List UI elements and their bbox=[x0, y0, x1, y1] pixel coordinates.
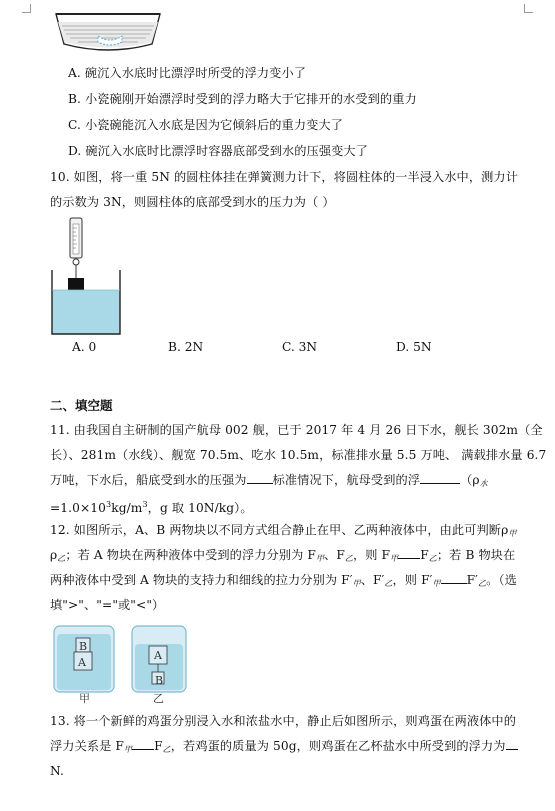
q12-stem-line3: 两种液体中受到 A 物块的支持力和细线的拉力分别为 $F'_甲$、$F'_乙$，则 $F'_甲$ $F'_乙$。（选 bbox=[50, 573, 517, 588]
q10-stem-line1: 10. 如图，将一重 5N 的圆柱体挂在弹簧测力计下，将圆柱体的一半浸入水中，测力计 bbox=[50, 170, 518, 184]
q11-stem-line1: 11. 由我国自主研制的国产航母 002 舰，已于 2017 年 4 月 26 日下水，舰长 302m（全 bbox=[50, 423, 543, 437]
q10-choice-b: B. 2N bbox=[168, 340, 204, 354]
yi-caption: 乙 bbox=[153, 692, 164, 705]
q12-stem-line1: 12. 如图所示，A、B 两物块以不同方式组合静止在甲、乙两种液体中，由此可判断$\rho_甲$ bbox=[50, 523, 517, 538]
jia-caption: 甲 bbox=[79, 692, 90, 705]
spring-scale-figure bbox=[50, 216, 126, 336]
q10-stem-line2: 的示数为 3N，则圆柱体的底部受到水的压力为（ ） bbox=[50, 195, 335, 209]
section-heading: 二、填空题 bbox=[50, 398, 113, 413]
q9-option-b: B. 小瓷碗刚开始漂浮时受到的浮力略大于它排开的水受到的重力 bbox=[68, 92, 417, 106]
q10-choice-c: C. 3N bbox=[282, 340, 318, 354]
q11-blank-1 bbox=[247, 472, 273, 484]
q9-option-a: A. 碗沉入水底时比漂浮时所受的浮力变小了 bbox=[68, 66, 307, 80]
q12-stem-line4: 填">"、"="或"<"） bbox=[50, 598, 165, 612]
q9-option-c: C. 小瓷碗能沉入水底是因为它倾斜后的重力变大了 bbox=[68, 118, 343, 132]
q13-blank-1 bbox=[132, 738, 154, 750]
q13-stem-line2: 浮力关系是 $F_甲$ $F_乙$，若鸡蛋的质量为 50g，则鸡蛋在乙杯盐水中所受到的浮力为 bbox=[50, 737, 518, 759]
q10-choice-d: D. 5N bbox=[396, 340, 432, 354]
q13-stem-line1: 13. 将一个新鲜的鸡蛋分别浸入水和浓盐水中，静止后如图所示，则鸡蛋在两液体中的 bbox=[50, 714, 517, 728]
q13-stem-line3: N. bbox=[50, 764, 64, 778]
q13-blank-2 bbox=[506, 738, 518, 750]
q11-stem-line3: 万吨，下水后，船底受到水的压强为 标准情况下，航母受到的浮 （$\rho_水$ bbox=[50, 473, 488, 488]
q9-option-d: D. 碗沉入水底时比漂浮时容器底部受到水的压强变大了 bbox=[68, 144, 368, 158]
bowl-in-water-figure bbox=[52, 0, 164, 56]
page-corner-mark-left bbox=[22, 4, 31, 13]
page-corner-mark-right bbox=[524, 4, 533, 13]
jia-block-a-label: A bbox=[78, 656, 86, 669]
q11-stem-line2: 长）、281m（水线）、舰宽 70.5m、吃水 10.5m，标准排水量 5.5 万吨、 满载排水量 6.7 bbox=[50, 448, 547, 462]
q11-stem-line4: $=1.0\times 10^3kg/m^3$，g 取 10N/kg）。 bbox=[50, 500, 253, 515]
q11-blank-2 bbox=[420, 472, 460, 484]
q12-stem-line2: $\rho_乙$；若 A 物块在两种液体中受到的浮力分别为 $F_甲$、$F_乙$，则 $F_甲$ $F_乙$；若 B 物块在 bbox=[50, 548, 516, 563]
yi-block-b-label: B bbox=[155, 674, 164, 687]
jia-block-b-label: B bbox=[79, 640, 88, 653]
q12-blank-1 bbox=[398, 547, 420, 559]
yi-block-a-label: A bbox=[154, 649, 162, 662]
q10-choice-a: A. 0 bbox=[72, 340, 97, 354]
q12-blank-2 bbox=[441, 572, 467, 584]
